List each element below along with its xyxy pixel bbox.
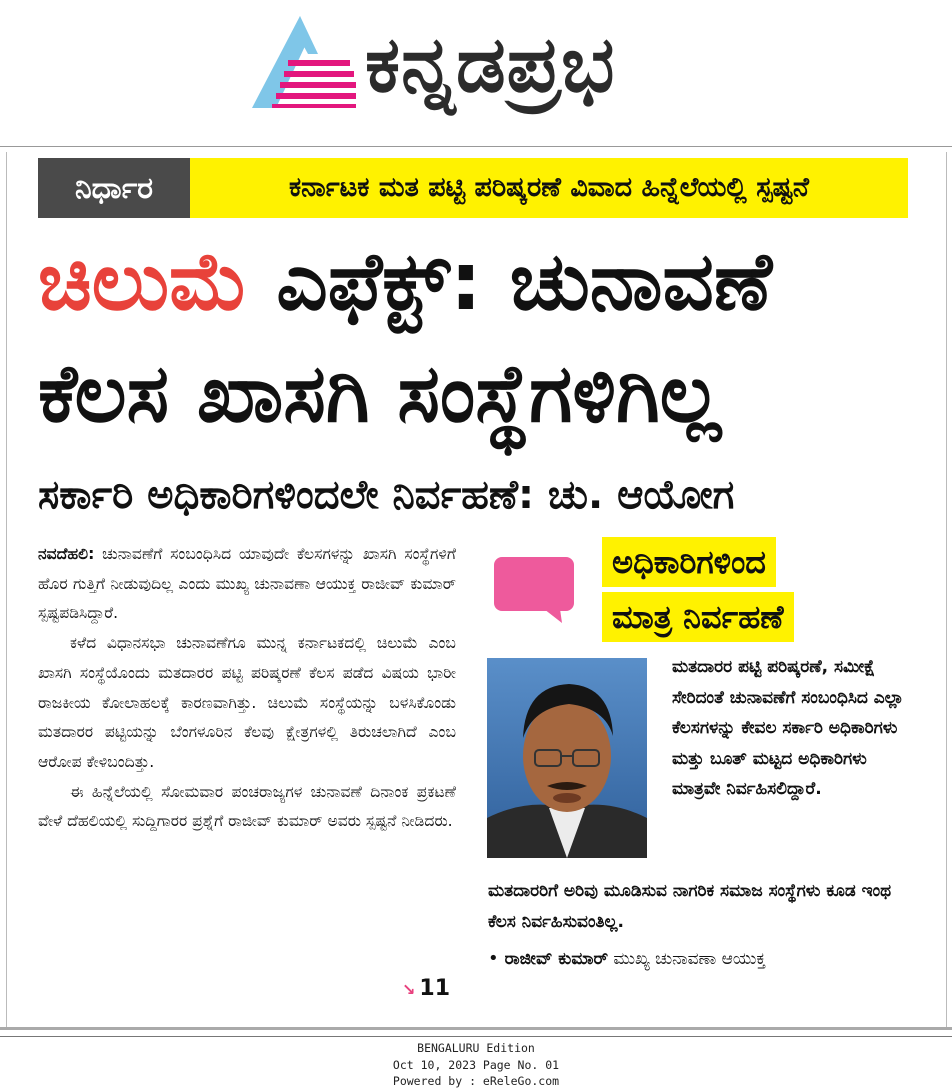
body-paragraph-3: ಈ ಹಿನ್ನೆಲೆಯಲ್ಲಿ ಸೋಮವಾರ ಪಂಚರಾಜ್ಯಗಳ ಚುನಾವಣೆ ದಿನಾಂಕ ಪ್ರಕಟಣೆ ವೇಳೆ ದೆಹಲಿಯಲ್ಲಿ ಸುದ್ದಿಗಾರರ ಪ್ರಶ್ನೆಗೆ ರಾಜೀವ್ ಕುಮಾರ್ ಅವರು ಸ್ಪಷ್ಟನೆ ನೀಡಿದರು. bbox=[38, 782, 456, 831]
quote-text-narrow: ಮತದಾರರ ಪಟ್ಟಿ ಪರಿಷ್ಕರಣೆ, ಸಮೀಕ್ಷೆ ಸೇರಿದಂತೆ ಚುನಾವಣೆಗೆ ಸಂಬಂಧಿಸಿದ ಎಲ್ಲಾ ಕೆಲಸಗಳನ್ನು ಕೇವಲ ಸರ್ಕಾರಿ ಅಧಿಕಾರಿಗಳು ಮತ್ತು ಬೂತ್ ಮಟ್ಟದ ಅಧಿಕಾರಿಗಳು ಮಾತ್ರವೇ ನಿರ್ವಹಿಸಲಿದ್ದಾರೆ. bbox=[672, 657, 904, 799]
speech-bubble-icon bbox=[492, 555, 576, 625]
body-paragraph-2: ಕಳೆದ ವಿಧಾನಸಭಾ ಚುನಾವಣೆಗೂ ಮುನ್ನ ಕರ್ನಾಟಕದಲ್ಲಿ ಚಿಲುಮೆ ಎಂಬ ಖಾಸಗಿ ಸಂಸ್ಥೆಯೊಂದು ಮತದಾರರ ಪಟ್ಟಿ ಪರಿಷ್ಕರಣೆ ಕೆಲಸ ಪಡೆದ ವಿಷಯ ಭಾರೀ ರಾಜಕೀಯ ಕೋಲಾಹಲಕ್ಕೆ ಕಾರಣವಾಗಿತ್ತು. ಚಿಲುಮೆ ಸಂಸ್ಥೆಯನ್ನು ಬಳಸಿಕೊಂಡು ಮತದಾರರ ಪಟ್ಟಿಯನ್ನು ಬೆಂಗಳೂರಿನ ಕೆಲವು ಕ್ಷೇತ್ರಗಳಲ್ಲಿ ತಿರುಚಲಾಗಿದೆ ಎಂಬ ಆರೋಪ ಕೇಳಿಬಂದಿತ್ತು. bbox=[38, 634, 456, 771]
logo-mark-icon bbox=[248, 14, 360, 110]
portrait-photo bbox=[487, 658, 647, 858]
footer-edition: BENGALURU Edition bbox=[417, 1041, 535, 1055]
quote-text-wide: ಮತದಾರರಿಗೆ ಅರಿವು ಮೂಡಿಸುವ ನಾಗರಿಕ ಸಮಾಜ ಸಂಸ್ಥೆಗಳು ಕೂಡ ಇಂಥ ಕೆಲಸ ನಿರ್ವಹಿಸುವಂತಿಲ್ಲ. bbox=[488, 881, 892, 932]
headline-line-1-rest: ಎಫೆಕ್ಟ್: ಚುನಾವಣೆ bbox=[276, 235, 773, 328]
body-paragraph-1 bbox=[38, 540, 456, 629]
quote-source bbox=[488, 944, 908, 975]
footer-rule-thick bbox=[0, 1027, 952, 1030]
footer-rule-thin bbox=[0, 1036, 952, 1037]
highlight-line-1: ಅಧಿಕಾರಿಗಳಿಂದ bbox=[602, 537, 776, 587]
left-column-rule bbox=[6, 152, 7, 1027]
subheadline: ಸರ್ಕಾರಿ ಅಧಿಕಾರಿಗಳಿಂದಲೇ ನಿರ್ವಹಣೆ: ಚು. ಆಯೋಗ bbox=[38, 472, 735, 518]
continued-on-page[interactable] bbox=[402, 976, 450, 1001]
dateline: ನವದೆಹಲಿ: bbox=[38, 545, 95, 563]
footer-date-page: Oct 10, 2023 Page No. 01 bbox=[392, 1057, 560, 1072]
arrow-down-right-icon: ↘ bbox=[402, 980, 416, 999]
bullet-icon: • bbox=[488, 948, 499, 969]
masthead-rule bbox=[0, 146, 952, 147]
kicker-tag: ನಿರ್ಧಾರ bbox=[38, 158, 190, 218]
body-paragraph-1-text: ಚುನಾವಣೆಗೆ ಸಂಬಂಧಿಸಿದ ಯಾವುದೇ ಕೆಲಸಗಳನ್ನು ಖಾಸಗಿ ಸಂಸ್ಥೆಗಳಿಗೆ ಹೊರ ಗುತ್ತಿಗೆ ನೀಡುವುದಿಲ್ಲ ಎಂದು ಮುಖ್ಯ ಚುನಾವಣಾ ಆಯುಕ್ತ ರಾಜೀವ್ ಕುಮಾರ್ ಸ್ಪಷ್ಟಪಡಿಸಿದ್ದಾರೆ. bbox=[38, 545, 456, 623]
headline-red-word: ಚಿಲುಮೆ bbox=[38, 235, 249, 328]
footer-powered-by[interactable]: Powered by : eReleGo.com bbox=[392, 1074, 560, 1088]
article-body bbox=[38, 540, 456, 837]
right-column-rule bbox=[946, 152, 947, 1027]
quote-source-title: ಮುಖ್ಯ ಚುನಾವಣಾ ಆಯುಕ್ತ bbox=[608, 949, 766, 969]
masthead bbox=[0, 0, 952, 146]
kicker-text: ಕರ್ನಾಟಕ ಮತ ಪಟ್ಟಿ ಪರಿಷ್ಕರಣೆ ವಿವಾದ ಹಿನ್ನೆಲೆಯಲ್ಲಿ ಸ್ಪಷ್ಟನೆ bbox=[190, 158, 908, 218]
headline-line-2: ಕೆಲಸ ಖಾಸಗಿ ಸಂಸ್ಥೆಗಳಿಗಿಲ್ಲ bbox=[38, 347, 722, 440]
headline-line-1 bbox=[38, 235, 773, 328]
quote-source-name: ರಾಜೀವ್ ಕುಮಾರ್ bbox=[504, 949, 609, 969]
jump-page-number: 11 bbox=[419, 976, 451, 1001]
footer bbox=[0, 1040, 952, 1090]
newspaper-logo-text: ಕನ್ನಡಪ್ರಭ bbox=[365, 20, 616, 110]
highlight-line-2: ಮಾತ್ರ ನಿರ್ವಹಣೆ bbox=[602, 592, 794, 642]
